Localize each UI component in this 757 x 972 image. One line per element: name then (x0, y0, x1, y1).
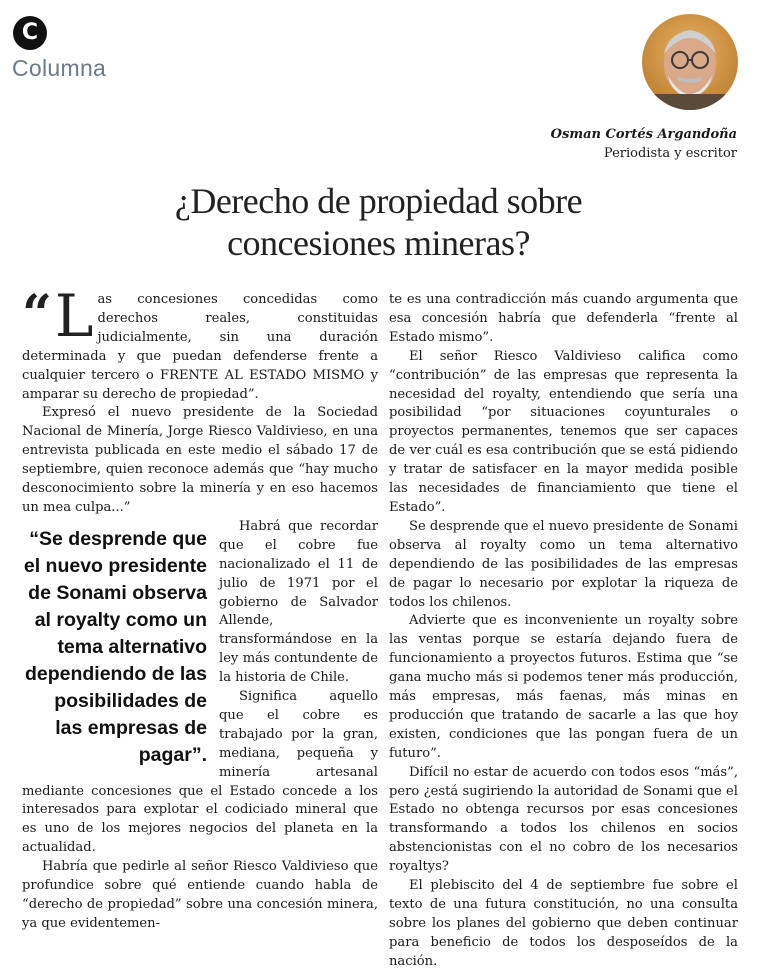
pullquote: “Se desprende que el nuevo presidente de Sonami observa al royalty como un tema alternativo dependiendo de las posibilidades de las empresas de pagar”. (23, 527, 207, 766)
article-right-column (389, 291, 738, 972)
opening-quote-mark: “ (22, 284, 52, 345)
paragraph: El plebiscito del 4 de septiembre fue sobre el texto de una futura constitución, no una consulta sobre los planes del gobierno que deben continuar para beneficio de todos los desposeídos de la nación. (389, 878, 738, 969)
paragraph: Advierte que es inconveniente un royalty sobre las ventas porque se estaría dejando fuera de funcionamiento a proyectos futuros. Estima que “se gana mucho más si podemos tener más producción, más empresas, más faenas, más minas en producción que tratando de sacarle a las que hoy existen, condiciones que las pongan fuera de un futuro”. (389, 613, 738, 761)
paragraph: El señor Riesco Valdivieso califica como “contribución” de las empresas que representa la necesidad del royalty, entendiendo que sería una posibilidad “por situaciones coyunturales o proyectos permanentes, tenemos que ser capaces de ver cuál es esa contribución que se está pidiendo y tratar de satisfacer en la mayor medida posible las necesidades de financiamiento que tiene el Estado”. (389, 348, 738, 515)
column-badge: C (13, 16, 47, 50)
headline-line-1: ¿Derecho de propiedad sobre (174, 181, 583, 221)
author-photo (642, 14, 738, 110)
opening-paragraph (22, 282, 378, 404)
paragraph: Habrá que recordar que el cobre fue nacionalizado el 11 de julio de 1971 por el gobierno de Salvador Allende, transformándose en la ley más contundente de la historia de Chile. (219, 518, 378, 686)
paragraph: Expresó el nuevo presidente de la Sociedad Nacional de Minería, Jorge Riesco Valdivieso, en una entrevista publicada en este medio el sábado 17 de septiembre, quien reconoce además que “hay mucho desconocimiento sobre la minería y en eso hacemos un mea culpa...” (22, 405, 378, 515)
pullquote-block (22, 404, 378, 858)
author-name: Osman Cortés Argandoña (550, 127, 737, 142)
paragraph: Significa aquello que el cobre es trabajado por la gran, mediana, pequeña y minería artesanal mediante concesiones que el Estado concede a los interesados para explotar el codiciado mineral que es uno de los mejores negocios del planeta en la actualidad. (22, 689, 378, 856)
paragraph: Habría que pedirle al señor Riesco Valdivieso que profundice sobre qué entiende cuando habla de “derecho de propiedad” sobre una concesión minera, ya que evidentemen- (22, 859, 378, 931)
headline (0, 180, 757, 264)
author-byline (551, 125, 737, 163)
paragraph: Difícil no estar de acuerdo con todos esos “más”, pero ¿está sugiriendo la autoridad de Sonami que el Estado no obtenga recursos por esas concesiones transformando a todos los chilenos en socios abstencionistas con el no cobro de los necesarios royaltys? (389, 764, 738, 875)
author-role: Periodista y escritor (603, 146, 737, 161)
dropcap: L (54, 282, 94, 350)
paragraph: te es una contradicción más cuando argumenta que esa concesión habría que defenderla “frente al Estado mismo”. (389, 292, 738, 345)
section-label: Columna (12, 55, 107, 81)
paragraph: Se desprende que el nuevo presidente de Sonami observa al royalty como un tema alternativo dependiendo de las posibilidades de las empresas de pagar lo necesario por explotar la riqueza de todos los chilenos. (389, 518, 738, 610)
article-left-column (22, 282, 378, 934)
headline-line-2: concesiones mineras? (227, 223, 530, 263)
paragraph-text: as concesiones concedidas como derechos reales, constituidas judicialmente, sin una duración determinada y que puedan defenderse frente a cualquier tercero o FRENTE AL ESTADO MISMO y amparar su derecho de propiedad”. (22, 292, 378, 402)
